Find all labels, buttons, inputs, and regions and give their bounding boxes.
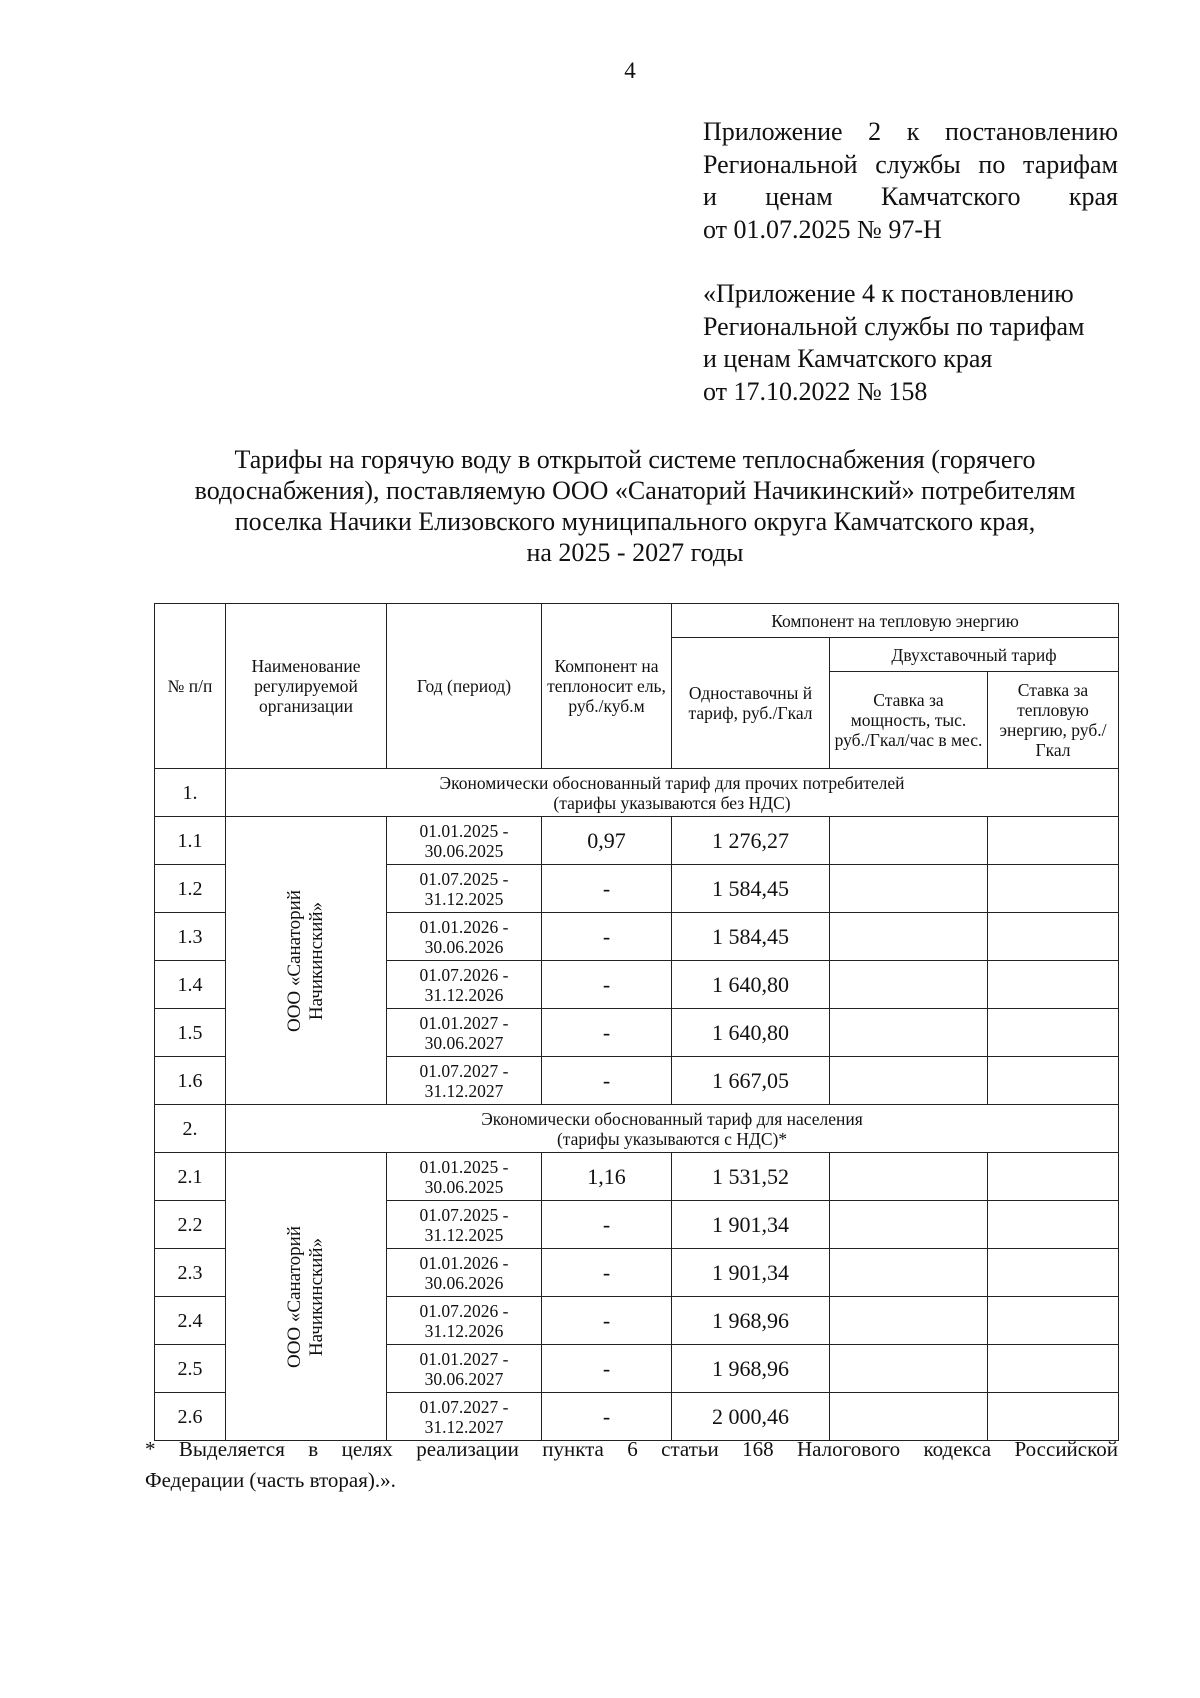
- section-row: [155, 769, 1119, 817]
- row-number: 1.6: [155, 1057, 226, 1105]
- annex-line: Приложение 2 к постановлению: [703, 117, 1118, 146]
- single-rate-value: 1 640,80: [672, 1009, 830, 1057]
- period-end: 30.06.2027: [424, 1032, 504, 1053]
- organization-line: ООО «Санаторий: [284, 1225, 305, 1368]
- row-number: 1.4: [155, 961, 226, 1009]
- period-cell: [387, 1201, 542, 1249]
- energy-rate-value: [988, 1201, 1119, 1249]
- carrier-value: -: [542, 1009, 672, 1057]
- carrier-value: 1,16: [542, 1153, 672, 1201]
- capacity-rate-value: [830, 1297, 988, 1345]
- annex-line: и ценам Камчатского края: [703, 182, 1118, 211]
- single-rate-value: 1 640,80: [672, 961, 830, 1009]
- period-end: 31.12.2026: [424, 1320, 504, 1341]
- header-two-rate: Двухставочный тариф: [830, 638, 1119, 672]
- period-cell: [387, 1297, 542, 1345]
- period-start: 01.07.2025 -: [419, 1204, 509, 1225]
- header-capacity-rate: Ставка за мощность, тыс. руб./Гкал/час в мес.: [830, 672, 988, 769]
- section-title-line: (тарифы указываются с НДС)*: [556, 1128, 788, 1149]
- title-line: водоснабжения), поставляемую ООО «Санаторий Начикинский» потребителям: [194, 476, 1076, 505]
- section-title-line: (тарифы указываются без НДС): [553, 792, 791, 813]
- carrier-value: -: [542, 1057, 672, 1105]
- organization-cell: [226, 817, 387, 1105]
- period-end: 31.12.2027: [424, 1416, 504, 1437]
- annex-line: от 01.07.2025 № 97-Н: [703, 214, 942, 244]
- energy-rate-value: [988, 1297, 1119, 1345]
- section-title: [226, 1105, 1119, 1153]
- section-title-line: Экономически обоснованный тариф для прочих потребителей: [439, 772, 905, 793]
- period-cell: [387, 1249, 542, 1297]
- row-number: 2.4: [155, 1297, 226, 1345]
- row-number: 2.5: [155, 1345, 226, 1393]
- annex-line: и ценам Камчатского края: [703, 344, 993, 373]
- annex-header-current: [703, 116, 1118, 246]
- carrier-value: -: [542, 1201, 672, 1249]
- carrier-value: -: [542, 1393, 672, 1441]
- period-start: 01.01.2026 -: [419, 1252, 509, 1273]
- section-number: 2.: [155, 1105, 226, 1153]
- period-cell: [387, 1057, 542, 1105]
- organization-name: [284, 1225, 328, 1367]
- single-rate-value: 1 968,96: [672, 1345, 830, 1393]
- carrier-value: -: [542, 1345, 672, 1393]
- row-number: 1.2: [155, 865, 226, 913]
- carrier-value: -: [542, 865, 672, 913]
- capacity-rate-value: [830, 1249, 988, 1297]
- row-number: 2.3: [155, 1249, 226, 1297]
- period-end: 30.06.2026: [424, 936, 504, 957]
- header-carrier-component: Компонент на теплоносит ель, руб./куб.м: [542, 604, 672, 769]
- organization-line: Начикинский»: [306, 901, 327, 1020]
- period-end: 30.06.2027: [424, 1368, 504, 1389]
- capacity-rate-value: [830, 1345, 988, 1393]
- period-end: 31.12.2025: [424, 1224, 504, 1245]
- energy-rate-value: [988, 1153, 1119, 1201]
- single-rate-value: 1 968,96: [672, 1297, 830, 1345]
- carrier-value: 0,97: [542, 817, 672, 865]
- period-start: 01.07.2026 -: [419, 1300, 509, 1321]
- header-period: Год (период): [387, 604, 542, 769]
- row-number: 2.6: [155, 1393, 226, 1441]
- title-line: поселка Начики Елизовского муниципального округа Камчатского края,: [234, 507, 1036, 536]
- table-row: [155, 817, 1119, 865]
- footnote-line: Федерации (часть вторая).».: [145, 1468, 396, 1492]
- annex-header-original: [703, 278, 1118, 408]
- footnote-line: * Выделяется в целях реализации пункта 6 статьи 168 Налогового кодекса Российской: [145, 1437, 1118, 1461]
- section-number: 1.: [155, 769, 226, 817]
- energy-rate-value: [988, 817, 1119, 865]
- single-rate-value: 1 901,34: [672, 1201, 830, 1249]
- single-rate-value: 1 584,45: [672, 865, 830, 913]
- capacity-rate-value: [830, 817, 988, 865]
- single-rate-value: 2 000,46: [672, 1393, 830, 1441]
- period-start: 01.07.2025 -: [419, 868, 509, 889]
- energy-rate-value: [988, 1345, 1119, 1393]
- period-start: 01.01.2027 -: [419, 1348, 509, 1369]
- single-rate-value: 1 901,34: [672, 1249, 830, 1297]
- header-energy-rate: Ставка за тепловую энергию, руб./Гкал: [988, 672, 1119, 769]
- title-line: Тарифы на горячую воду в открытой системе теплоснабжения (горячего: [234, 445, 1036, 474]
- capacity-rate-value: [830, 1153, 988, 1201]
- header-organization: Наименование регулируемой организации: [226, 604, 387, 769]
- energy-rate-value: [988, 1057, 1119, 1105]
- period-cell: [387, 961, 542, 1009]
- table-header: [155, 604, 1119, 769]
- row-number: 1.3: [155, 913, 226, 961]
- annex-line: «Приложение 4 к постановлению: [703, 279, 1074, 308]
- period-start: 01.01.2026 -: [419, 916, 509, 937]
- section-title: [226, 769, 1119, 817]
- period-start: 01.07.2027 -: [419, 1396, 509, 1417]
- period-start: 01.01.2025 -: [419, 1156, 509, 1177]
- period-start: 01.07.2026 -: [419, 964, 509, 985]
- title-line: на 2025 - 2027 годы: [526, 538, 744, 567]
- capacity-rate-value: [830, 913, 988, 961]
- period-cell: [387, 913, 542, 961]
- carrier-value: -: [542, 1249, 672, 1297]
- section-title-line: Экономически обоснованный тариф для населения: [481, 1108, 863, 1129]
- annex-line: Региональной службы по тарифам: [703, 149, 1118, 179]
- energy-rate-value: [988, 913, 1119, 961]
- energy-rate-value: [988, 1009, 1119, 1057]
- period-cell: [387, 817, 542, 865]
- energy-rate-value: [988, 865, 1119, 913]
- period-start: 01.01.2025 -: [419, 820, 509, 841]
- energy-rate-value: [988, 961, 1119, 1009]
- header-single-rate: Одноставочны й тариф, руб./Гкал: [672, 638, 830, 769]
- annex-line: Региональной службы по тарифам: [703, 311, 1085, 341]
- annex-line: от 17.10.2022 № 158: [703, 376, 928, 406]
- row-number: 1.1: [155, 817, 226, 865]
- energy-rate-value: [988, 1249, 1119, 1297]
- capacity-rate-value: [830, 1201, 988, 1249]
- period-end: 31.12.2025: [424, 888, 504, 909]
- period-cell: [387, 865, 542, 913]
- period-end: 30.06.2025: [424, 1176, 504, 1197]
- carrier-value: -: [542, 1297, 672, 1345]
- row-number: 1.5: [155, 1009, 226, 1057]
- capacity-rate-value: [830, 1057, 988, 1105]
- organization-name: [284, 889, 328, 1031]
- section-row: [155, 1105, 1119, 1153]
- capacity-rate-value: [830, 1009, 988, 1057]
- period-start: 01.01.2027 -: [419, 1012, 509, 1033]
- period-cell: [387, 1345, 542, 1393]
- carrier-value: -: [542, 913, 672, 961]
- table-row: [155, 1153, 1119, 1201]
- capacity-rate-value: [830, 865, 988, 913]
- single-rate-value: 1 531,52: [672, 1153, 830, 1201]
- single-rate-value: 1 584,45: [672, 913, 830, 961]
- single-rate-value: 1 276,27: [672, 817, 830, 865]
- period-start: 01.07.2027 -: [419, 1060, 509, 1081]
- period-cell: [387, 1153, 542, 1201]
- period-end: 31.12.2026: [424, 984, 504, 1005]
- organization-line: Начикинский»: [306, 1237, 327, 1356]
- header-thermal-component: Компонент на тепловую энергию: [672, 604, 1119, 638]
- capacity-rate-value: [830, 961, 988, 1009]
- organization-line: ООО «Санаторий: [284, 889, 305, 1032]
- header-number: № п/п: [155, 604, 226, 769]
- page-number: 4: [624, 58, 636, 83]
- period-end: 30.06.2026: [424, 1272, 504, 1293]
- document-title: [135, 444, 1135, 568]
- single-rate-value: 1 667,05: [672, 1057, 830, 1105]
- row-number: 2.2: [155, 1201, 226, 1249]
- tariff-table: [154, 603, 1119, 1441]
- period-end: 30.06.2025: [424, 840, 504, 861]
- carrier-value: -: [542, 961, 672, 1009]
- period-end: 31.12.2027: [424, 1080, 504, 1101]
- footnote: [145, 1434, 1118, 1496]
- organization-cell: [226, 1153, 387, 1441]
- table-body: [155, 769, 1119, 1441]
- row-number: 2.1: [155, 1153, 226, 1201]
- period-cell: [387, 1009, 542, 1057]
